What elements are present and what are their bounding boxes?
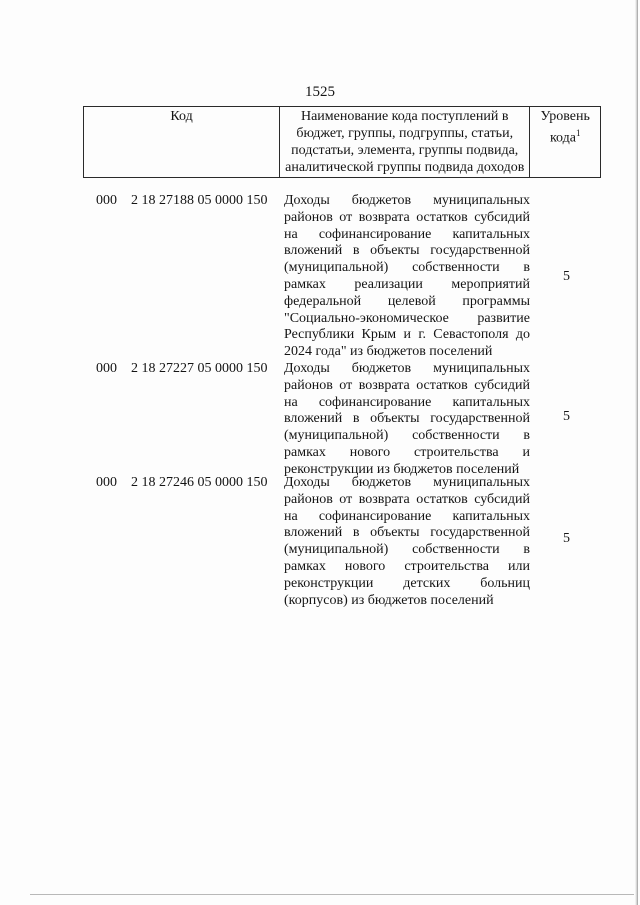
header-name-label: Наименование кода поступлений в бюджет, группы, подгруппы, статьи, подстатьи, элемента, группы подвида, аналитической группы подвида доходов (285, 109, 525, 175)
entry-level: 5 (563, 269, 570, 284)
entry-name: Доходы бюджетов муниципальных районов от возврата остатков субсидий на софинансирование капитальных вложений в объекты государственной (муниципальной) собственности в рамках нового строительства и реконструкции из бюджетов поселений (284, 361, 530, 477)
entry-income-code: 2 18 27246 05 0000 150 (131, 475, 268, 490)
entry-name: Доходы бюджетов муниципальных районов от возврата остатков субсидий на софинансирование капитальных вложений в объекты государственной (муниципальной) собственности в рамках нового строительства или реконструкции детских больниц (корпусов) из бюджетов поселений (284, 475, 530, 608)
entry-level: 5 (563, 531, 570, 546)
entry-income-code: 2 18 27188 05 0000 150 (131, 193, 268, 208)
header-level-cell (530, 107, 601, 178)
header-level-footnote: 1 (575, 128, 581, 138)
header-table (83, 106, 601, 178)
entry-admin-code: 000 (96, 475, 117, 490)
header-code-cell (84, 107, 280, 178)
page-bottom-edge (30, 894, 634, 895)
header-name-cell (280, 107, 530, 178)
page-number: 1525 (305, 84, 335, 100)
entry-admin-code: 000 (96, 361, 117, 376)
entry-income-code: 2 18 27227 05 0000 150 (131, 361, 268, 376)
entry-name: Доходы бюджетов муниципальных районов от возврата остатков субсидий на софинансирование капитальных вложений в объекты государственной (муниципальной) собственности в рамках реализации мероприятий федеральной целевой программы "Социально-экономическое развитие Республики Крым и г. Севастополя до 2024 года" из бюджетов поселений (284, 193, 530, 360)
entry-admin-code: 000 (96, 193, 117, 208)
entry-level: 5 (563, 409, 570, 424)
page-edge (635, 0, 638, 905)
header-level-label: Уровень кода (540, 109, 590, 146)
header-code-label: Код (170, 109, 193, 124)
